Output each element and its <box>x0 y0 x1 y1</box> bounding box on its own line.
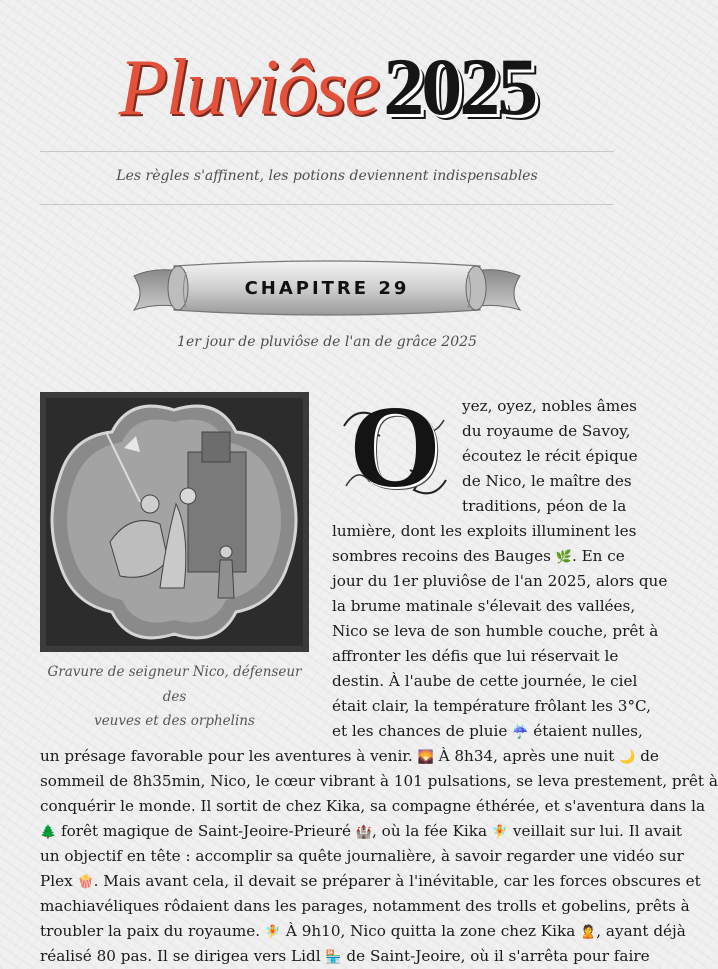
text-line: yez, oyez, nobles âmes <box>462 397 637 415</box>
title-word: Pluviôse <box>118 44 379 132</box>
text-line: écoutez le récit épique <box>462 447 638 465</box>
chapter-banner <box>126 258 528 320</box>
text-line <box>40 870 701 892</box>
text-fragment: troubler la paix du royaume. <box>40 922 265 940</box>
text-fragment: . Mais avant cela, il devait se préparer à l'inévitable, car les forces obscures et <box>93 872 701 890</box>
castle-icon: 🏰 <box>355 825 373 840</box>
text-fragment: de Saint-Jeoire, où il s'arrêta pour faire <box>341 947 650 965</box>
text-line <box>40 945 650 967</box>
text-fragment: forêt magique de Saint-Jeoire-Prieuré <box>56 822 356 840</box>
leaf-icon: 🌿 <box>555 550 572 565</box>
text-line <box>332 720 643 742</box>
text-line: lumière, dont les exploits illuminent les <box>332 522 637 540</box>
text-line: de Nico, le maître des <box>462 472 632 490</box>
text-line: Nico se leva de son humble couche, prêt à <box>332 622 659 640</box>
text-fragment: et les chances de pluie <box>332 722 513 740</box>
text-line: machiavéliques rôdaient dans les parages, notamment des trolls et gobelins, prêts à <box>40 897 690 915</box>
popcorn-icon: 🍿 <box>77 875 94 890</box>
umbrella-icon: ☔ <box>512 725 529 740</box>
text-fragment: . En ce <box>571 547 625 565</box>
text-fragment: de <box>635 747 659 765</box>
text-line: conquérir le monde. Il sortit de chez Kika, sa compagne éthérée, et s'aventura dans la <box>40 797 706 815</box>
text-line: jour du 1er pluviôse de l'an 2025, alors que <box>332 572 668 590</box>
text-fragment: , où la fée Kika <box>372 822 492 840</box>
bottom-divider <box>40 204 614 205</box>
caption-line: Gravure de seigneur Nico, défenseur des <box>47 664 302 705</box>
text-fragment: un présage favorable pour les aventures à venir. <box>40 747 418 765</box>
image-caption <box>40 660 309 734</box>
top-divider <box>40 151 614 152</box>
title-year: 2025 <box>383 41 536 132</box>
drop-cap <box>336 381 454 512</box>
text-fragment: Plex <box>40 872 78 890</box>
text-line: traditions, péon de la <box>462 497 627 515</box>
text-line: sommeil de 8h35min, Nico, le cœur vibrant à 101 pulsations, se leva prestement, prêt à <box>40 772 718 790</box>
moon-icon: 🌙 <box>619 750 636 765</box>
text-line: du royaume de Savoy, <box>462 422 631 440</box>
text-fragment: sombres recoins des Bauges <box>332 547 556 565</box>
text-line: était clair, la température frôlant les 3°C, <box>332 697 651 715</box>
tree-icon: 🌲 <box>40 825 57 840</box>
page-title <box>0 40 654 135</box>
text-line <box>40 745 659 767</box>
woman-icon: 🙎 <box>580 925 597 940</box>
engraving-image <box>40 392 309 652</box>
text-fragment: veillait sur lui. Il avait <box>508 822 683 840</box>
caption-line: veuves et des orphelins <box>94 713 255 729</box>
text-fragment: À 8h34, après une nuit <box>433 747 620 765</box>
text-line: un objectif en tête : accomplir sa quête journalière, à savoir regarder une vidéo sur <box>40 847 684 865</box>
fairy-icon: 🧚 <box>491 825 509 840</box>
knight-engraving-icon <box>40 392 309 652</box>
text-line <box>40 920 686 942</box>
text-line: affronter les défis que lui réservait le <box>332 647 619 665</box>
text-fragment: , ayant déjà <box>596 922 686 940</box>
subtitle: Les règles s'affinent, les potions deviennent indispensables <box>116 168 538 184</box>
shop-icon: 🏪 <box>325 950 342 965</box>
sunrise-icon: 🌄 <box>417 750 434 765</box>
text-line <box>40 820 682 842</box>
date-line: 1er jour de pluviôse de l'an de grâce 2025 <box>177 334 477 350</box>
text-line: destin. À l'aube de cette journée, le ciel <box>332 672 638 690</box>
chapter-label: CHAPITRE 29 <box>244 278 410 299</box>
text-fragment: réalisé 80 pas. Il se dirigea vers Lidl <box>40 947 326 965</box>
drop-cap-letter: O <box>349 381 441 512</box>
text-line: la brume matinale s'élevait des vallées, <box>332 597 636 615</box>
text-line <box>332 545 625 567</box>
text-fragment: À 9h10, Nico quitta la zone chez Kika <box>281 922 581 940</box>
fairy-icon: 🧚 <box>264 925 282 940</box>
text-fragment: étaient nulles, <box>528 722 643 740</box>
